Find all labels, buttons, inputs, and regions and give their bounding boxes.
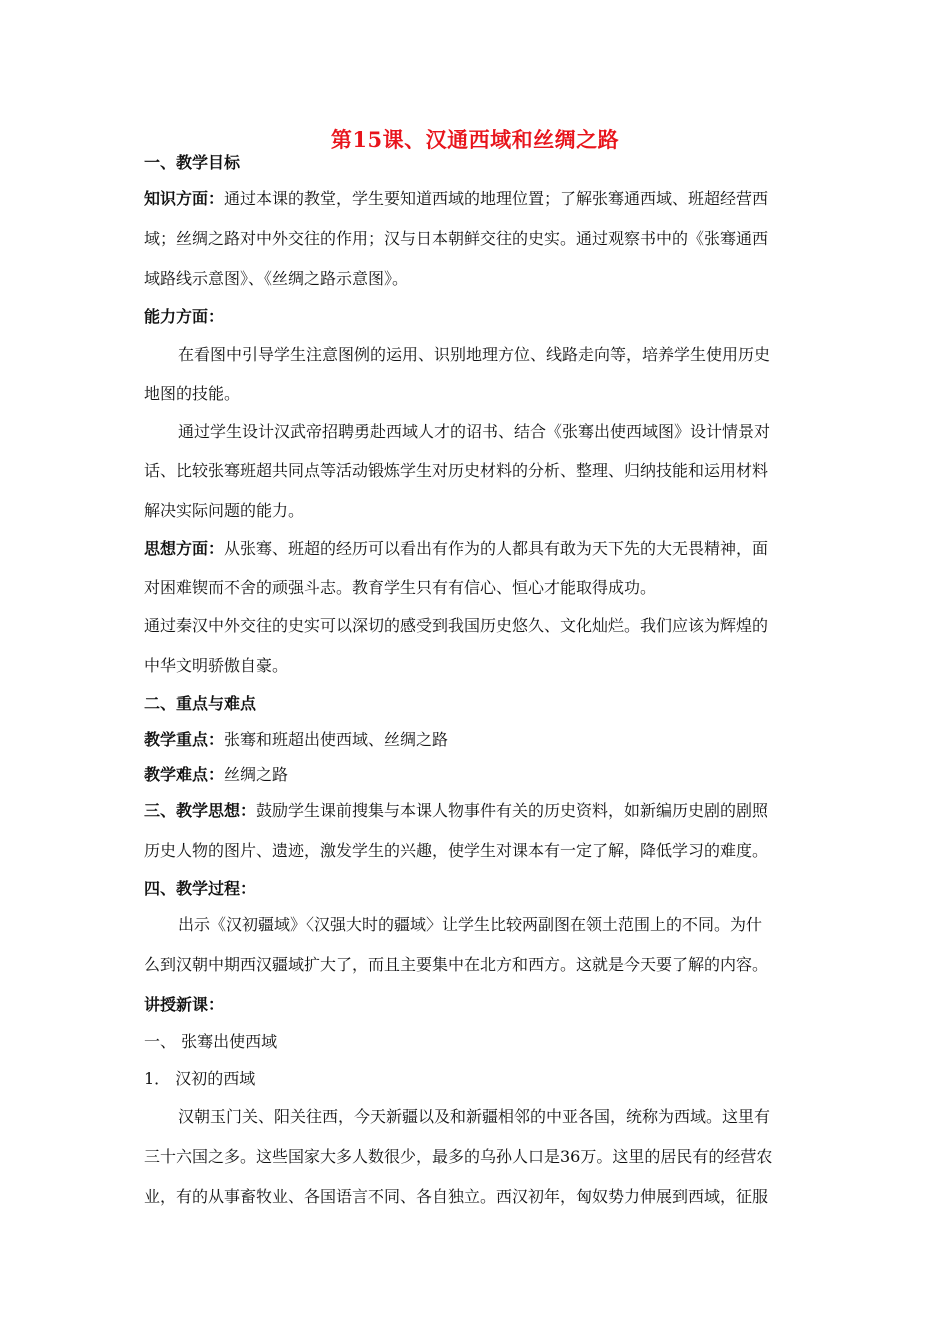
section-heading-key-points: 二、重点与难点 bbox=[144, 694, 257, 713]
difficulty-text: 丝绸之路 bbox=[224, 765, 289, 784]
paragraph-western-regions-line: 业，有的从事畜牧业、各国语言不同、各自独立。西汉初年，匈奴势力伸展到西域，征服 bbox=[144, 1187, 769, 1206]
thought-label: 思想方面： bbox=[144, 539, 225, 558]
subheading-early-han: 1． 汉初的西域 bbox=[144, 1069, 256, 1088]
paragraph-thought-line: 对困难锲而不舍的顽强斗志。教育学生只有有信心、恒心才能取得成功。 bbox=[144, 578, 657, 597]
paragraph-ability-line: 解决实际问题的能力。 bbox=[144, 501, 305, 520]
paragraph-thought-line: 中华文明骄傲自豪。 bbox=[144, 656, 289, 675]
teaching-thought-label: 三、教学思想： bbox=[144, 801, 257, 820]
teaching-thought-line bbox=[144, 800, 809, 822]
paragraph-process-line: 出示《汉初疆域》〈汉强大时的疆域〉让学生比较两副图在领土范围上的不同。为什 bbox=[178, 915, 763, 934]
section-heading-lecture: 讲授新课： bbox=[144, 995, 225, 1014]
paragraph-ability-line: 话、比较张骞班超共同点等活动锻炼学生对历史材料的分析、整理、归纳技能和运用材料 bbox=[144, 461, 769, 480]
thought-text: 从张骞、班超的经历可以看出有作为的人都具有敢为天下先的大无畏精神，面 bbox=[224, 539, 769, 558]
key-point-line bbox=[144, 729, 809, 751]
paragraph-western-regions-line: 汉朝玉门关、阳关往西，今天新疆以及和新疆相邻的中亚各国，统称为西域。这里有 bbox=[178, 1107, 771, 1126]
difficulty-line bbox=[144, 764, 809, 786]
knowledge-label: 知识方面： bbox=[144, 189, 225, 208]
teaching-thought-line: 历史人物的图片、遗迹，激发学生的兴趣，使学生对课本有一定了解，降低学习的难度。 bbox=[144, 841, 769, 860]
key-point-text: 张骞和班超出使西域、丝绸之路 bbox=[224, 730, 449, 749]
ability-label: 能力方面： bbox=[144, 307, 225, 326]
teaching-thought-text: 鼓励学生课前搜集与本课人物事件有关的历史资料，如新编历史剧的剧照 bbox=[256, 801, 769, 820]
page-title: 第15课、汉通西域和丝绸之路 bbox=[330, 127, 620, 152]
paragraph-ability-line: 地图的技能。 bbox=[144, 384, 241, 403]
paragraph-knowledge-line: 域路线示意图》、《丝绸之路示意图》。 bbox=[144, 269, 409, 288]
subheading-zhang-qian: 一、 张骞出使西域 bbox=[144, 1032, 278, 1051]
paragraph-process-line: 么到汉朝中期西汉疆域扩大了，而且主要集中在北方和西方。这就是今天要了解的内容。 bbox=[144, 955, 769, 974]
key-point-label: 教学重点： bbox=[144, 730, 225, 749]
paragraph-knowledge-line: 域；丝绸之路对中外交往的作用；汉与日本朝鲜交往的史实。通过观察书中的《张骞通西 bbox=[144, 229, 769, 248]
knowledge-text: 通过本课的教堂，学生要知道西域的地理位置；了解张骞通西域、班超经营西 bbox=[224, 189, 769, 208]
paragraph-thought-line bbox=[144, 538, 809, 560]
paragraph-ability-line: 在看图中引导学生注意图例的运用、识别地理方位、线路走向等，培养学生使用历史 bbox=[178, 345, 771, 364]
difficulty-label: 教学难点： bbox=[144, 765, 225, 784]
paragraph-western-regions-line: 三十六国之多。这些国家大多人数很少，最多的乌孙人口是36万。这里的居民有的经营农 bbox=[144, 1147, 773, 1166]
paragraph-ability-line: 通过学生设计汉武帝招聘勇赴西域人才的诏书、结合《张骞出使西域图》设计情景对 bbox=[178, 422, 771, 441]
paragraph-thought-line: 通过秦汉中外交往的史实可以深切的感受到我国历史悠久、文化灿烂。我们应该为辉煌的 bbox=[144, 616, 769, 635]
paragraph-knowledge-line bbox=[144, 188, 809, 210]
section-heading-objectives: 一、教学目标 bbox=[144, 153, 241, 172]
section-heading-process: 四、教学过程： bbox=[144, 879, 257, 898]
